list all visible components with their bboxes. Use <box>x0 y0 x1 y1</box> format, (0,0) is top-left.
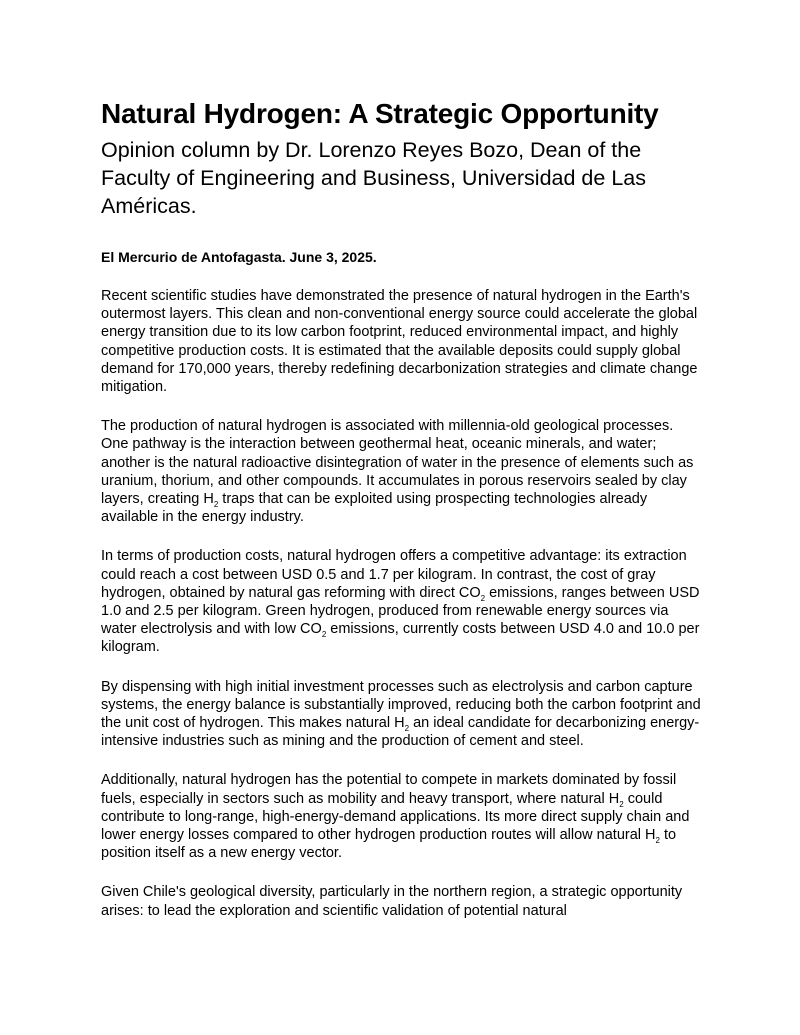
paragraph-5-text-c: to position itself as a new energy vector. <box>101 827 677 862</box>
paragraph-1-text: Recent scientific studies have demonstrated the presence of natural hydrogen in the Earth's outermost layers. This clean and non-conventional energy source could accelerate the global energy transition due to its low carbon footprint, reduced environmental impact, and highly competitive production costs. It is estimated that the available deposits could supply global demand for 170,000 years, thereby redefining decarbonization strategies and climate change mitigation. <box>101 288 698 396</box>
paragraph-3 <box>101 547 701 656</box>
subscript-2: 2 <box>404 724 410 734</box>
subscript-2: 2 <box>655 836 660 846</box>
paragraph-6-text: Given Chile's geological diversity, particularly in the northern region, a strategic opportunity arises: to lead the exploration and scientific validation of potential natural <box>101 884 683 919</box>
paragraph-1 <box>101 287 701 396</box>
article-subtitle: Opinion column by Dr. Lorenzo Reyes Bozo, Dean of the Faculty of Engineering and Business, Universidad de Las Américas. <box>101 138 646 218</box>
paragraph-5-text-b: could contribute to long-range, high-energy-demand applications. Its more direct supply chain and lower energy losses compared to other hydrogen production routes will allow natural H <box>101 790 690 844</box>
article-dateline: El Mercurio de Antofagasta. June 3, 2025. <box>101 249 377 265</box>
paragraph-3-text-a: In terms of production costs, natural hydrogen offers a competitive advantage: its extraction could reach a cost between USD 0.5 and 1.7 per kilogram. In contrast, the cost of gray hydrogen, obtained by natural gas reforming with direct CO <box>101 548 687 601</box>
paragraph-2 <box>101 417 701 526</box>
paragraph-2-text-b: traps that can be exploited using prospecting technologies already available in the energy industry. <box>101 491 648 526</box>
subscript-2: 2 <box>213 500 219 510</box>
subscript-2: 2 <box>480 593 486 603</box>
document-page <box>101 96 701 920</box>
paragraph-5-text-a: Additionally, natural hydrogen has the potential to compete in markets dominated by fossil fuels, especially in sectors such as mobility and heavy transport, where natural H <box>101 772 677 807</box>
paragraph-3-text-c: emissions, currently costs between USD 4.0 and 10.0 per kilogram. <box>101 621 700 656</box>
subscript-2: 2 <box>321 630 327 640</box>
paragraph-4 <box>101 678 701 751</box>
paragraph-6 <box>101 883 701 919</box>
article-title: Natural Hydrogen: A Strategic Opportunity <box>101 98 659 129</box>
paragraph-4-text-b: an ideal candidate for decarbonizing energy-intensive industries such as mining and the production of cement and steel. <box>101 715 700 750</box>
paragraph-5 <box>101 771 701 862</box>
paragraph-4-text-a: By dispensing with high initial investment processes such as electrolysis and carbon capture systems, the energy balance is substantially improved, reducing both the carbon footprint and the unit cost of hydrogen. This makes natural H <box>101 678 701 732</box>
paragraph-3-text-b: emissions, ranges between USD 1.0 and 2.5 per kilogram. Green hydrogen, produced from renewable energy sources via water electrolysis and with low CO <box>101 584 700 638</box>
subscript-2: 2 <box>619 799 624 809</box>
paragraph-2-text-a: The production of natural hydrogen is associated with millennia-old geological processes. One pathway is the interaction between geothermal heat, oceanic minerals, and water; another is the natural radioactive disintegration of water in the presence of elements such as uranium, thorium, and other compounds. It accumulates in porous reservoirs sealed by clay layers, creating H <box>101 418 694 508</box>
